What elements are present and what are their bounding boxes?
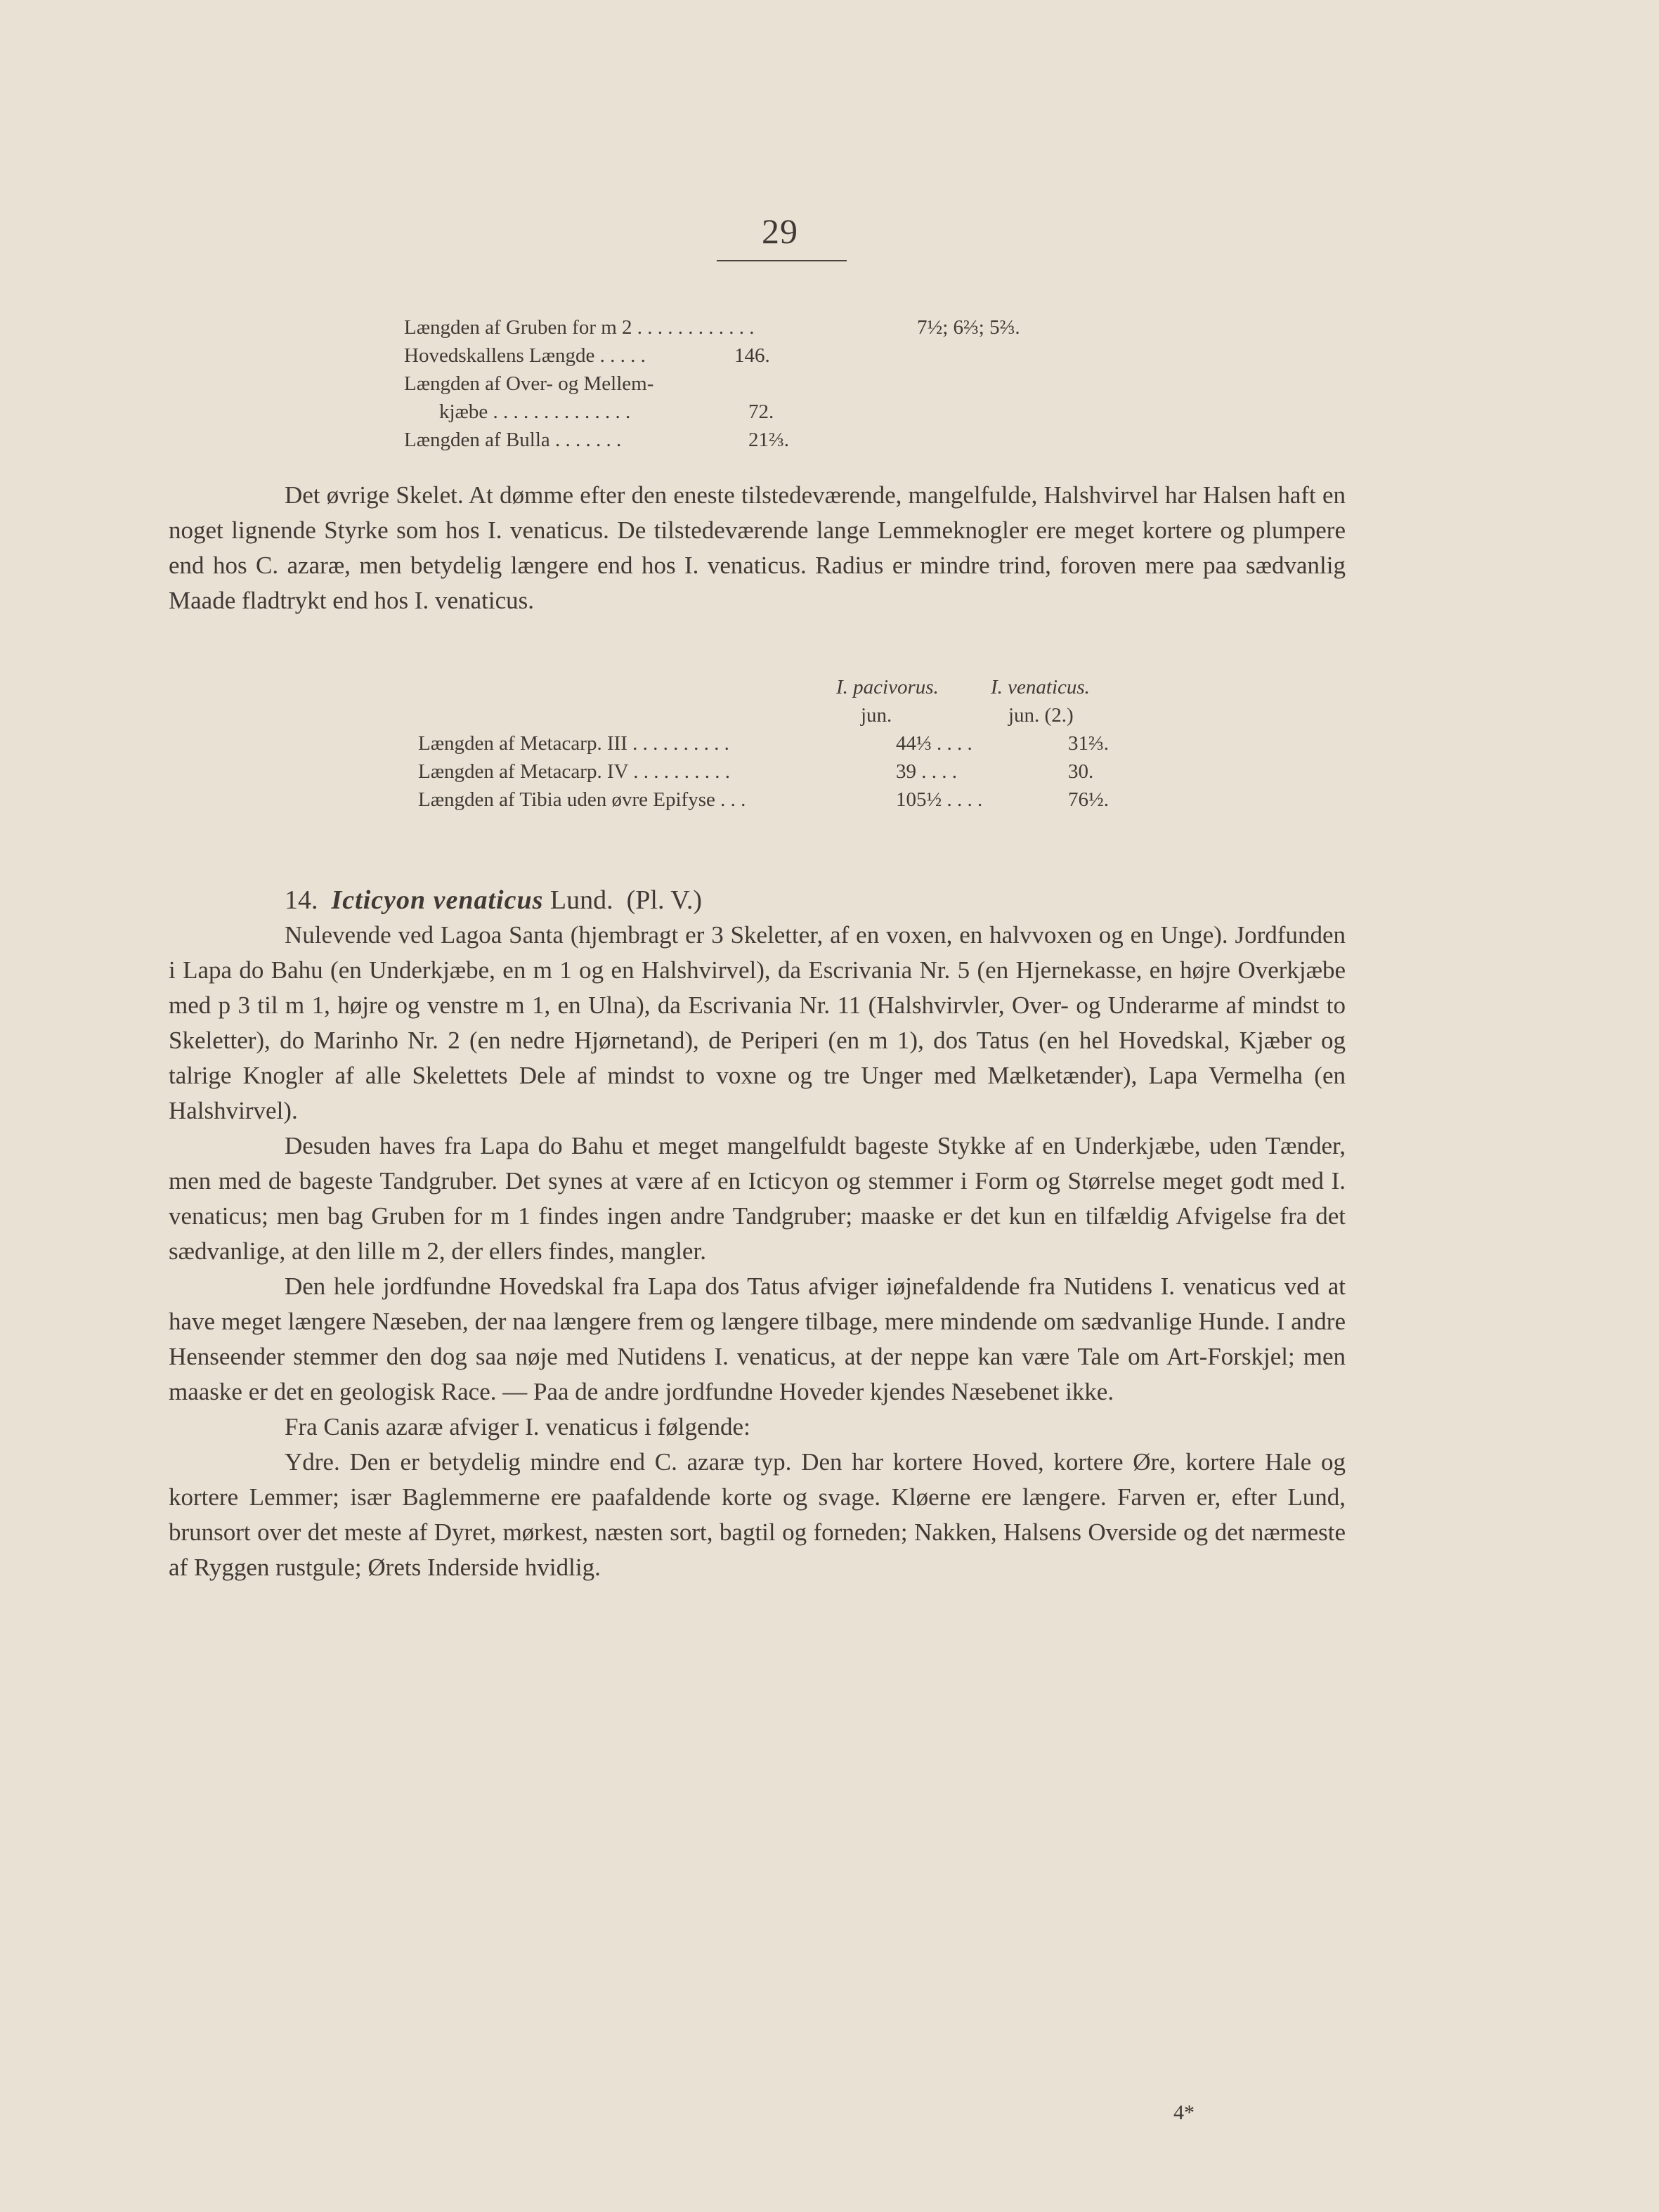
- measurement-table-1: [404, 313, 1107, 454]
- table-row: [418, 786, 1191, 814]
- row-label: Længden af Over- og Mellem-: [404, 372, 654, 395]
- column-subheader: jun. (2.): [1008, 704, 1074, 727]
- body-paragraph: Ydre. Den er betydelig mindre end C. azaræ typ. Den har kortere Hoved, kortere Øre, kortere Hale og kortere Lemmer; især Baglemmerne ere paafaldende korte og svage. Kløerne ere længere. Farven er, efter Lund, brunsort over det meste af Dyret, mørkest, næsten sort, bagtil og forneden; Nakken, Halsens Overside og det nærmeste af Ryggen rustgule; Ørets Inderside hvidlig.: [169, 1448, 1346, 1581]
- measurement-table-2: [418, 673, 1191, 814]
- table-row: [404, 426, 1107, 454]
- row-value: 31⅔.: [1068, 732, 1109, 755]
- row-value: 76½.: [1068, 788, 1109, 811]
- table-subheader-row: [418, 701, 1191, 729]
- species-name: Icticyon venaticus: [331, 885, 544, 915]
- row-value: 30.: [1068, 760, 1094, 783]
- section-body: [169, 883, 1346, 1585]
- row-value: 39 . . . .: [896, 760, 957, 783]
- table-row: [404, 370, 1107, 398]
- table-header-row: [418, 673, 1191, 701]
- table-row: [404, 398, 1107, 426]
- table-row: [418, 729, 1191, 757]
- body-paragraph: Den hele jordfundne Hovedskal fra Lapa dos Tatus afviger iøjnefaldende fra Nutidens I. venaticus ved at have meget længere Næseben, der naa længere frem og længere tilbage, mere mindende om sædvanlige Hunde. I andre Henseender stemmer den dog saa nøje med Nutidens I. venaticus, at der neppe kan være Tale om Art-Forskjel; men maaske er det en geologisk Race. — Paa de andre jordfundne Hoveder kjendes Næsebenet ikke.: [169, 1273, 1346, 1405]
- row-value: 146.: [734, 344, 770, 367]
- plate-reference: (Pl. V.): [626, 885, 702, 915]
- body-paragraph: Desuden haves fra Lapa do Bahu et meget mangelfuldt bageste Stykke af en Underkjæbe, uden Tænder, men med de bageste Tandgruber. Det synes at være af en Icticyon og stemmer i Form og Størrelse meget godt med I. venaticus; men bag Gruben for m 1 findes ingen andre Tandgruber; maaske er det kun en tilfældig Afvigelse fra det sædvanlige, at den lille m 2, der ellers findes, mangler.: [169, 1132, 1346, 1265]
- column-header: I. pacivorus.: [836, 676, 939, 698]
- row-label: kjæbe . . . . . . . . . . . . . .: [439, 401, 631, 423]
- row-value: 21⅔.: [748, 429, 789, 451]
- row-label: Længden af Metacarp. IV . . . . . . . . . .: [418, 760, 731, 783]
- signature-mark: 4*: [1173, 2101, 1195, 2124]
- paragraph-skeleton: [169, 478, 1346, 618]
- column-subheader: jun.: [861, 704, 892, 727]
- body-paragraph: Det øvrige Skelet. At dømme efter den eneste tilstedeværende, mangelfulde, Halshvirvel har Halsen haft en noget lignende Styrke som hos I. venaticus. De tilstedeværende lange Lemmeknogler ere meget kortere og plumpere end hos C. azaræ, men betydelig længere end hos I. venaticus. Radius er mindre trind, foroven mere paa sædvanlig Maade fladtrykt end hos I. venaticus.: [169, 481, 1346, 614]
- row-value: 44⅓ . . . .: [896, 732, 972, 755]
- page-number-rule: [717, 260, 847, 261]
- row-label: Længden af Bulla . . . . . . .: [404, 429, 622, 451]
- row-value: 72.: [748, 401, 774, 423]
- row-label: Hovedskallens Længde . . . . .: [404, 344, 646, 367]
- row-label: Længden af Gruben for m 2 . . . . . . . . . . . .: [404, 316, 755, 339]
- body-paragraph: Nulevende ved Lagoa Santa (hjembragt er 3 Skeletter, af en voxen, en halvvoxen og en Unge). Jordfunden i Lapa do Bahu (en Underkjæbe, en m 1 og en Halshvirvel), da Escrivania Nr. 5 (en Hjernekasse, en højre Overkjæbe med p 3 til m 1, højre og venstre m 1, en Ulna), da Escrivania Nr. 11 (Halshvirvler, Over- og Underarme af mindst to Skeletter), do Marinho Nr. 2 (en nedre Hjørnetand), de Periperi (en m 1), dos Tatus (en hel Hovedskal, Kjæber og talrige Knogler af alle Skelettets Dele af mindst to voxne og tre Unger med Mælketænder), Lapa Vermelha (en Halshvirvel).: [169, 921, 1346, 1124]
- row-value: 7½; 6⅔; 5⅔.: [917, 316, 1020, 339]
- page-number: 29: [762, 212, 798, 251]
- row-label: Længden af Tibia uden øvre Epifyse . . .: [418, 788, 746, 811]
- column-header: I. venaticus.: [991, 676, 1090, 698]
- species-author: Lund.: [549, 885, 613, 915]
- section-number: 14.: [285, 885, 318, 915]
- body-paragraph: Fra Canis azaræ afviger I. venaticus i følgende:: [285, 1413, 750, 1440]
- table-row: [404, 341, 1107, 370]
- row-label: Længden af Metacarp. III . . . . . . . . . .: [418, 732, 729, 755]
- table-row: [404, 313, 1107, 341]
- row-value: 105½ . . . .: [896, 788, 983, 811]
- table-row: [418, 757, 1191, 786]
